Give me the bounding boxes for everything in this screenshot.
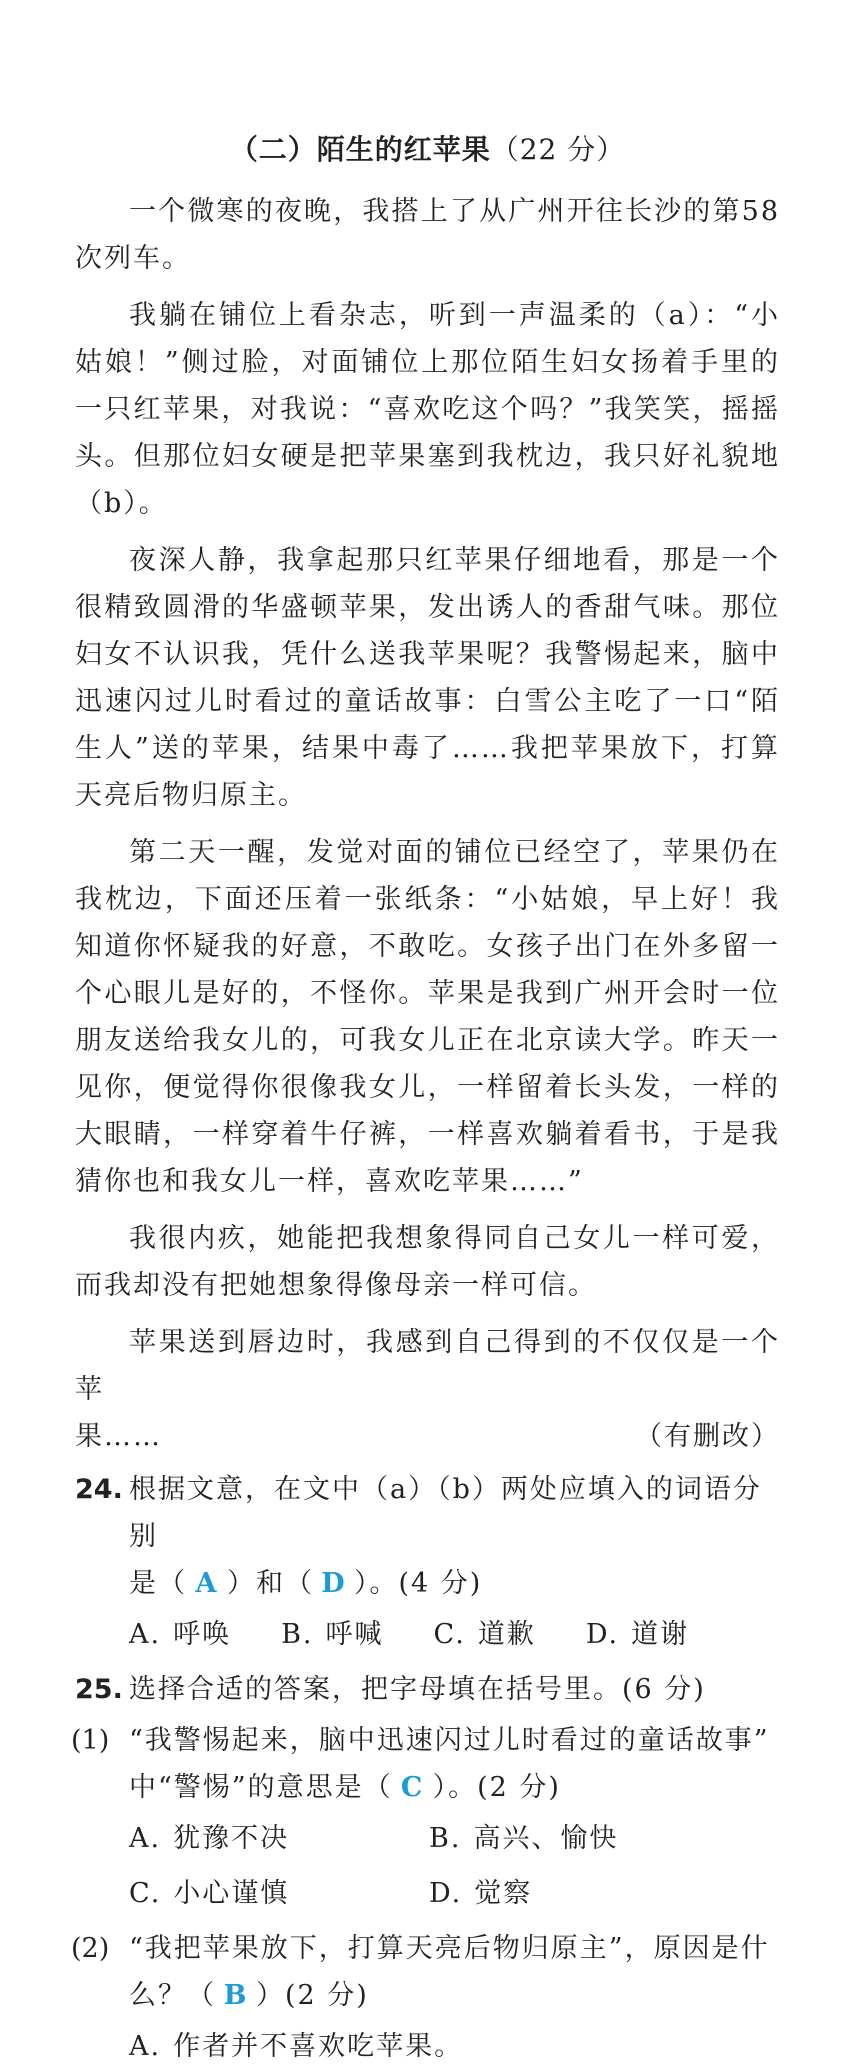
paragraph-6-end bbox=[75, 1413, 780, 1460]
question-24-options bbox=[75, 1611, 780, 1658]
option-text: 犹豫不决 bbox=[173, 1823, 290, 1854]
question-24-line1: 根据文意，在文中（a）（b）两处应填入的词语分别 bbox=[129, 1474, 762, 1552]
question-24-text-post: ）。(4 分) bbox=[354, 1568, 483, 1599]
question-24-text-pre: 是（ bbox=[129, 1568, 187, 1599]
question-25-1 bbox=[71, 1717, 780, 1811]
answer-25-1: C bbox=[400, 1772, 425, 1803]
option-24-a bbox=[129, 1611, 231, 1658]
paragraph-6: 苹果送到唇边时，我感到自己得到的不仅仅是一个苹 bbox=[75, 1327, 780, 1405]
question-25-1-text-post: ）。(2 分) bbox=[432, 1772, 561, 1803]
option-letter: C. bbox=[433, 1619, 466, 1650]
option-25-1-d bbox=[429, 1870, 729, 1917]
paragraph-1: 一个微寒的夜晚，我搭上了从广州开往长沙的第58次列车。 bbox=[75, 196, 780, 274]
option-text: 作者并不喜欢吃苹果。 bbox=[173, 2031, 464, 2062]
question-25 bbox=[75, 1666, 780, 1713]
option-letter: D. bbox=[429, 1878, 463, 1909]
option-text: 高兴、愉快 bbox=[473, 1823, 619, 1854]
option-letter: A. bbox=[129, 2031, 162, 2062]
question-24-text-mid: ）和（ bbox=[227, 1568, 314, 1599]
option-25-2-a bbox=[129, 2023, 463, 2070]
answer-24a: A bbox=[195, 1568, 219, 1599]
question-24 bbox=[75, 1466, 780, 1607]
question-25-number: 25. bbox=[75, 1674, 123, 1705]
answer-25-2: B bbox=[223, 1980, 249, 2011]
question-25-1-number: (1) bbox=[71, 1725, 110, 1756]
question-25-2-options bbox=[75, 2023, 780, 2070]
section-title-score: （22 分） bbox=[490, 133, 626, 166]
option-text: 道谢 bbox=[631, 1619, 690, 1650]
option-letter: D. bbox=[585, 1619, 620, 1650]
option-24-c bbox=[434, 1611, 536, 1658]
option-24-b bbox=[281, 1611, 383, 1658]
option-25-1-b bbox=[429, 1815, 729, 1862]
option-text: 小心谨慎 bbox=[173, 1878, 290, 1909]
question-25-2-text-post: ）(2 分) bbox=[256, 1980, 369, 2011]
question-25-1-line2 bbox=[129, 1764, 780, 1811]
paragraph-6-tail: 果…… bbox=[75, 1421, 162, 1452]
question-25-1-text-pre: 中“警惕”的意思是（ bbox=[129, 1772, 393, 1803]
paragraph-3: 夜深人静，我拿起那只红苹果仔细地看，那是一个很精致圆滑的华盛顿苹果，发出诱人的香甜气味。那位妇女不认识我，凭什么送我苹果呢？我警惕起来，脑中迅速闪过儿时看过的童话故事：白雪公主吃了一口“陌生人”送的苹果，结果中毒了……我把苹果放下，打算天亮后物归原主。 bbox=[75, 545, 780, 811]
question-25-2-line2 bbox=[129, 1972, 780, 2019]
option-letter: A. bbox=[129, 1619, 162, 1650]
option-text: 道歉 bbox=[477, 1619, 536, 1650]
question-25-1-line1: “我警惕起来，脑中迅速闪过儿时看过的童话故事” bbox=[129, 1725, 770, 1756]
option-25-1-c bbox=[129, 1870, 429, 1917]
source-note: （有删改） bbox=[635, 1421, 780, 1452]
option-text: 呼喊 bbox=[325, 1619, 384, 1650]
question-25-2-line1: “我把苹果放下，打算天亮后物归原主”，原因是什 bbox=[129, 1933, 770, 1964]
option-letter: C. bbox=[129, 1878, 162, 1909]
paragraph-4: 第二天一醒，发觉对面的铺位已经空了，苹果仍在我枕边，下面还压着一张纸条：“小姑娘，早上好！我知道你怀疑我的好意，不敢吃。女孩子出门在外多留一个心眼儿是好的，不怪你。苹果是我到广州开会时一位朋友送给我女儿的，可我女儿正在北京读大学。昨天一见你，便觉得你很像我女儿，一样留着长头发，一样的大眼睛，一样穿着牛仔裤，一样喜欢躺着看书，于是我猜你也和我女儿一样，喜欢吃苹果……” bbox=[75, 837, 780, 1197]
question-25-2-text-pre: 么？（ bbox=[129, 1980, 216, 2011]
option-24-d bbox=[586, 1611, 689, 1658]
section-title-main: （二）陌生的红苹果 bbox=[229, 133, 491, 166]
paragraph-2: 我躺在铺位上看杂志，听到一声温柔的（a）：“小姑娘！”侧过脸，对面铺位上那位陌生妇女扬着手里的一只红苹果，对我说：“喜欢吃这个吗？”我笑笑，摇摇头。但那位妇女硬是把苹果塞到我枕边，我只好礼貌地（b）。 bbox=[75, 300, 780, 519]
option-letter: A. bbox=[129, 1823, 162, 1854]
paragraph-5: 我很内疚，她能把我想象得同自己女儿一样可爱，而我却没有把她想象得像母亲一样可信。 bbox=[75, 1223, 780, 1301]
answer-24b: D bbox=[321, 1568, 347, 1599]
question-25-1-options bbox=[75, 1815, 780, 1917]
question-24-line2 bbox=[129, 1560, 780, 1607]
option-text: 呼唤 bbox=[173, 1619, 232, 1650]
question-25-text: 选择合适的答案，把字母填在括号里。(6 分) bbox=[129, 1674, 706, 1705]
option-letter: B. bbox=[281, 1619, 314, 1650]
option-text: 觉察 bbox=[474, 1878, 533, 1909]
question-25-2-number: (2) bbox=[71, 1933, 110, 1964]
option-letter: B. bbox=[429, 1823, 462, 1854]
question-25-2 bbox=[71, 1925, 780, 2019]
option-25-1-a bbox=[129, 1815, 429, 1862]
question-24-number: 24. bbox=[75, 1474, 123, 1505]
section-title bbox=[75, 128, 780, 172]
